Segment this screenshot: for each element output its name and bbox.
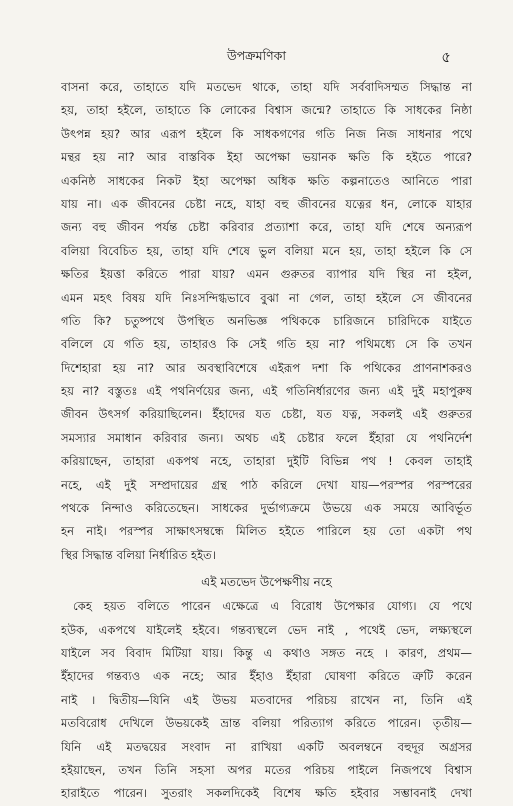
text-line: হয়, তাহা হইলে, তাহাতে কি লোকের বিশ্বাস জন্মে? তাহাতে কি সাধকের নিষ্ঠা — [61, 103, 472, 118]
text-line: বলিলে যে গতি হয়, তাহারও কি সেই গতি হয় না? পথিমধ্যে সে কি তখন — [61, 337, 472, 352]
text-line: উৎপন্ন হয়? আর এরূপ হইলে কি সাধকগণের গতি নিজ নিজ সাধনার পথে — [61, 126, 472, 141]
text-line: হারাইতে পারেন। সুতরাং সকলদিকেই বিশেষ ক্ষতি হইবার সম্ভাবনাই দেখা — [61, 786, 472, 801]
text-line: হয় না? বস্তুতঃ এই পথনির্ণয়ের জন্য, এই গতিনির্ধারণের জন্য এই দুই মহাপুরুষ — [61, 384, 472, 399]
text-line: করিয়াছেন, তাহারা একপথ নহে, তাহারা দুইটি বিভিন্ন পথ ! কেবল তাহাই — [61, 454, 472, 469]
page-header — [0, 46, 513, 66]
text-line: হইয়াছেন, তখন তিনি সহসা অপর মতের পরিচয় পাইলে নিজপথে বিশ্বাস — [61, 762, 472, 777]
paragraph-2 — [61, 595, 472, 806]
text-line: ক্ষতির ইয়ত্তা করিতে পারা যায়? এমন গুরুতর ব্যাপার যদি স্থির না হইল, — [61, 267, 472, 282]
text-line: ইঁহাদের গন্তব্যও এক নহে; আর ইঁহাও ইঁহারা ঘোষণা করিতে ত্রুটি করেন — [61, 669, 472, 684]
text-line: হউক, একপথে যাইলেই হইবে। গন্তব্যস্থলে ভেদ নাই , পথেই ভেদ, লক্ষ্যস্থলে — [61, 622, 472, 637]
text-line: যায় না। এক জীবনের চেষ্টা নহে, যাহা বহু জীবনের যত্নের ধন, লোকে যাহার — [61, 196, 472, 211]
text-line: হন নাই। পরস্পর সাক্ষাৎসম্বন্ধে মিলিত হইতে পারিলে হয় তো একটা পথ — [61, 524, 472, 539]
section-heading: এই মতভেদ উপেক্ষণীয় নহে — [201, 575, 332, 590]
text-line: বাসনা করে, তাহাতে যদি মতভেদ থাকে, তাহা যদি সর্ববাদিসম্মত সিদ্ধান্ত না — [61, 80, 472, 94]
text-line: দিশেহারা হয় না? আর অবস্থাবিশেষে এইরূপ দশা কি পথিকের প্রাণনাশকরও — [61, 360, 472, 375]
text-line: বলিয়া বিবেচিত হয়, তাহা যদি শেষে ভুল বলিয়া মনে হয়, তাহা হইলে কি সে — [61, 243, 472, 258]
text-line: গতি কি? চতুষ্পথে উপস্থিত অনভিজ্ঞ পথিককে চারিজনে চারিদিকে যাইতে — [61, 313, 472, 328]
text-line: জীবন উৎসর্গ করিয়াছিলেন। ইঁহাদের যত চেষ্টা, যত যত্ন, সকলই এই গুরুতর — [61, 407, 472, 422]
text-line: স্থির সিদ্ধান্ত বলিয়া নির্ধারিত হইত। — [61, 547, 216, 562]
text-line: নাই । দ্বিতীয়—যিনি এই উভয় মতবাদের পরিচয় রাখেন না, তিনি এই — [61, 692, 472, 707]
text-line: যিনি এই মতদ্বয়ের সংবাদ না রাখিয়া একটি অবলম্বনে বহুদূর অগ্রসর — [61, 739, 472, 754]
text-line: সমস্যার সমাধান করিবার জন্য। অথচ এই চেষ্টার ফলে ইঁহারা যে পথনির্দেশ — [61, 430, 472, 445]
paragraph-1 — [61, 76, 472, 567]
running-title: উপক্রমণিকা — [226, 48, 287, 63]
page-body — [61, 76, 472, 806]
text-line: জন্য বহু জীবন পর্যন্ত চেষ্টা করিবার প্রত্যাশা করে, তাহা যদি শেষে অন্যরূপ — [61, 220, 472, 235]
text-line: যাইলে সব বিবাদ মিটিয়া যায়। কিন্তু এ কথাও সঙ্গত নহে । কারণ, প্রথম— — [61, 645, 472, 660]
text-line: মতবিরোধ দেখিলে উভয়কেই ভ্রান্ত বলিয়া পরিত্যাগ করিতে পারেন। তৃতীয়— — [61, 716, 472, 731]
text-line: একনিষ্ঠ সাধকের নিকট ইহা অপেক্ষা অধিক ক্ষতি কল্পনাতেও আনিতে পারা — [61, 173, 472, 188]
page-number: ৫ — [441, 48, 451, 66]
text-line: পথকে নিন্দাও করিতেছেন। সাধকের দুর্ভাগ্যক্রমে উভয়ে এক সময়ে আবির্ভূত — [61, 501, 472, 516]
text-line: এমন মহৎ বিষয় যদি নিঃসন্দিগ্ধভাবে বুঝা না গেল, তাহা হইলে সে জীবনের — [61, 290, 472, 305]
text-line: মন্থর হয় না? আর বাস্তবিক ইহা অপেক্ষা ভয়ানক ক্ষতি কি হইতে পারে? — [61, 150, 472, 165]
text-line: কেহ হয়ত বলিতে পারেন এক্ষেত্রে এ বিরোধ উপেক্ষার যোগ্য। যে পথে — [73, 599, 472, 614]
text-line: নহে, এই দুই সম্প্রদায়ের গ্রন্থ পাঠ করিলে দেখা যায়—পরস্পর পরস্পরের — [61, 477, 472, 492]
